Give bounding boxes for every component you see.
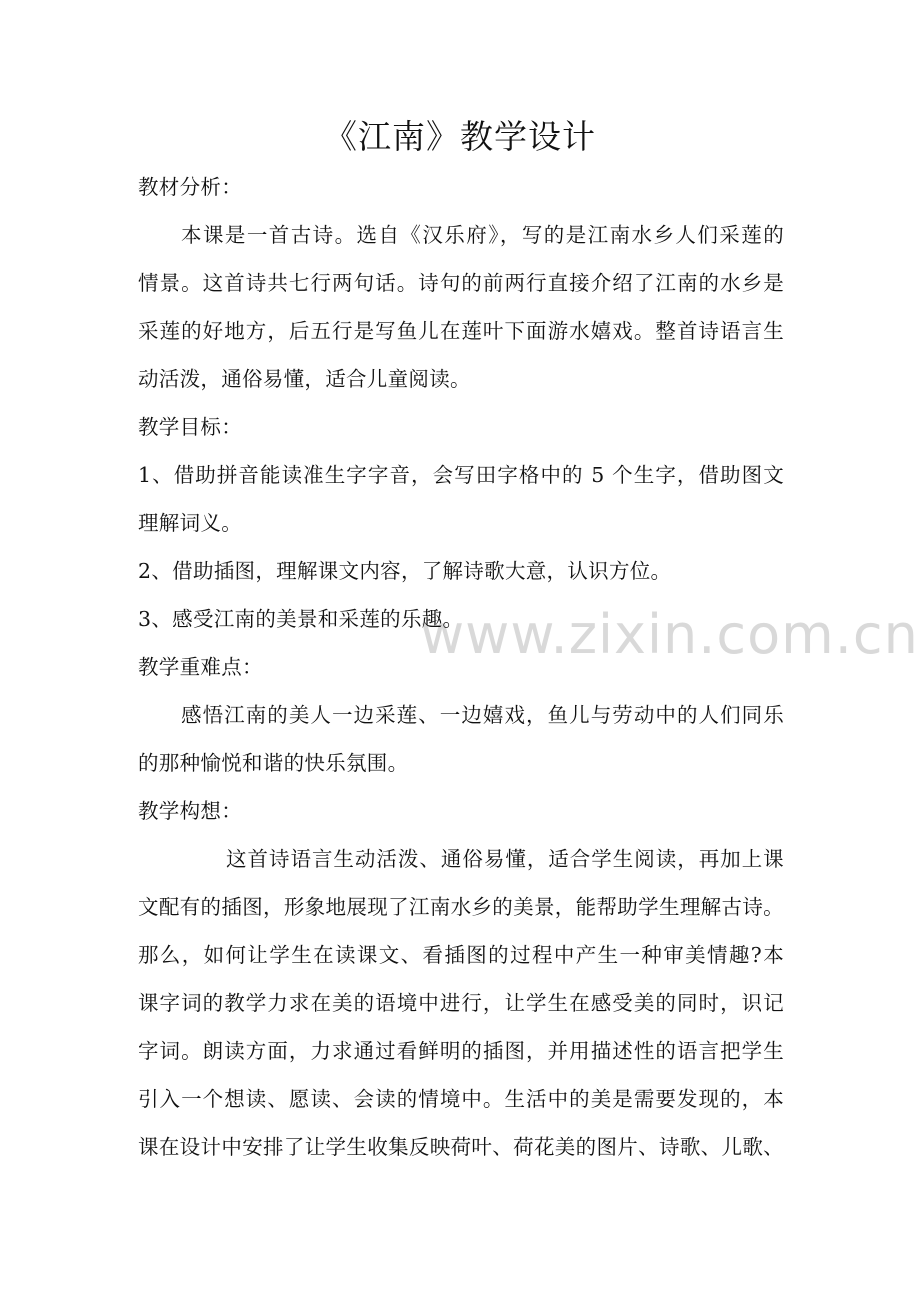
- concept-heading: 教学构想：: [138, 799, 242, 823]
- analysis-line-3: 采莲的好地方，后五行是写鱼儿在莲叶下面游水嬉戏。整首诗语言生: [138, 319, 784, 343]
- analysis-line-1: 本课是一首古诗。选自《汉乐府》，写的是江南水乡人们采莲的: [181, 223, 784, 247]
- concept-line-1: 这首诗语言生动活泼、通俗易懂，适合学生阅读，再加上课: [226, 847, 784, 871]
- concept-line-2: 文配有的插图，形象地展现了江南水乡的美景，能帮助学生理解古诗。: [138, 895, 784, 919]
- analysis-heading: 教材分析：: [138, 175, 242, 199]
- concept-line-5: 字词。朗读方面，力求通过看鲜明的插图，并用描述性的语言把学生: [138, 1039, 784, 1063]
- page-title: 《江南》教学设计: [324, 117, 596, 156]
- key-line-2: 的那种愉悦和谐的快乐氛围。: [138, 751, 409, 775]
- goals-line-4: 3、感受江南的美景和采莲的乐趣。: [138, 607, 464, 631]
- concept-line-7: 课在设计中安排了让学生收集反映荷叶、荷花美的图片、诗歌、儿歌、: [138, 1135, 784, 1159]
- watermark-text: www.zixin.com.cn: [420, 603, 919, 666]
- analysis-line-2: 情景。这首诗共七行两句话。诗句的前两行直接介绍了江南的水乡是: [138, 271, 784, 295]
- goals-line-2: 理解词义。: [138, 511, 242, 535]
- concept-line-6: 引入一个想读、愿读、会读的情境中。生活中的美是需要发现的，本: [138, 1087, 784, 1111]
- concept-line-3: 那么，如何让学生在读课文、看插图的过程中产生一种审美情趣?本: [138, 943, 784, 967]
- goals-line-1: 1、借助拼音能读准生字字音，会写田字格中的 5 个生字，借助图文: [138, 463, 784, 487]
- key-heading: 教学重难点：: [138, 655, 263, 679]
- goals-heading: 教学目标：: [138, 415, 242, 439]
- analysis-line-4: 动活泼，通俗易懂，适合儿童阅读。: [138, 367, 471, 391]
- concept-line-4: 课字词的教学力求在美的语境中进行，让学生在感受美的同时，识记: [138, 991, 784, 1015]
- key-line-1: 感悟江南的美人一边采莲、一边嬉戏，鱼儿与劳动中的人们同乐: [181, 703, 784, 727]
- goals-line-3: 2、借助插图，理解课文内容，了解诗歌大意，认识方位。: [138, 559, 672, 583]
